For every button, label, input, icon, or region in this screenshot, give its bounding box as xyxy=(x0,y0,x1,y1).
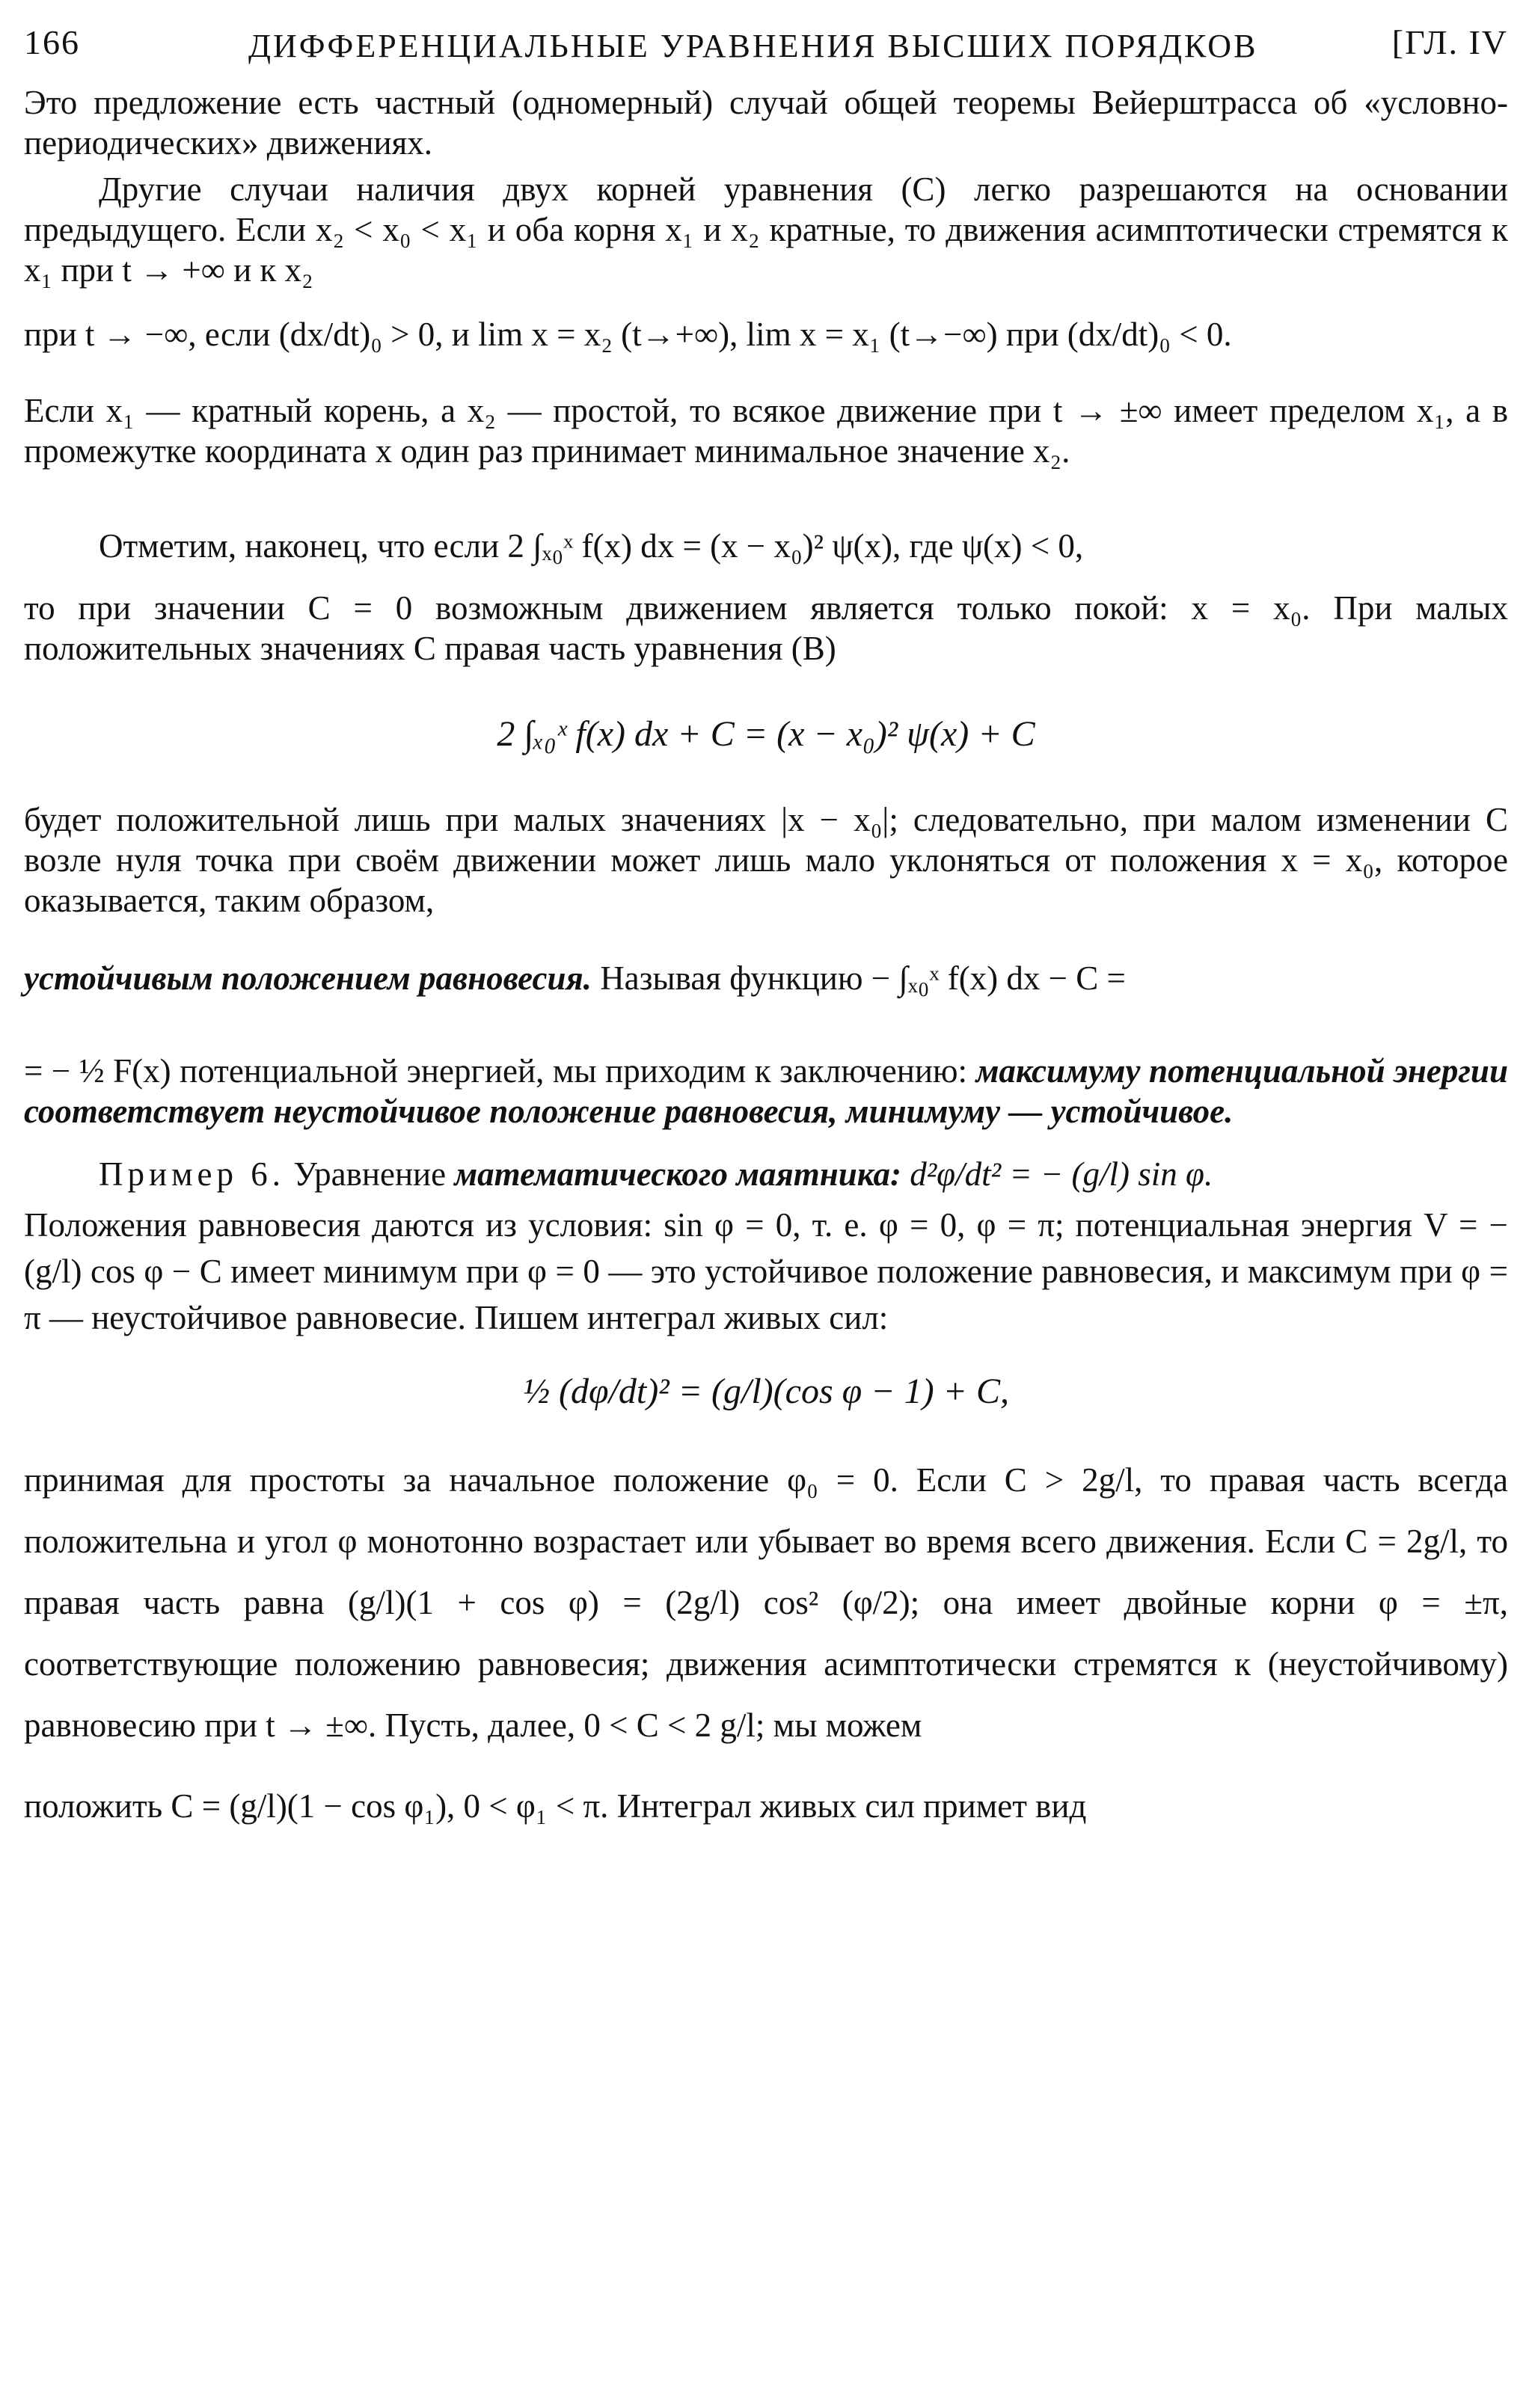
paragraph-2: Другие случаи наличия двух корней уравнения (C) легко разрешаются на основании предыдущего. Если x₂ < x₀ < x₁ и оба корня x₁ и x₂ кратные, то движения асимптотически стремятся к x₁ при t → +∞ и к x₂ xyxy=(24,171,1508,289)
chapter-label: [ГЛ. IV xyxy=(1391,23,1508,61)
paragraph-6 xyxy=(24,958,1508,998)
emphasis-pendulum: математического маятника: xyxy=(454,1155,901,1193)
formula-integral-c: 2 ∫ₓ₀ˣ f(x) dx + C = (x − x₀)² ψ(x) + C xyxy=(497,714,1035,754)
example-text: Уравнение xyxy=(285,1155,455,1193)
emphasis-conclusion: максимуму потенциальной энергии соответствует неустойчивое положение равновесия, минимуму — устойчивое. xyxy=(24,1052,1508,1130)
paragraph-5: будет положительной лишь при малых значениях |x − x₀|; следовательно, при малом изменении C возле нуля точка при своём движении может лишь мало уклоняться от положения x = x₀, которое оказывается, таким образом, xyxy=(24,801,1508,919)
paragraph-7-text: = − ½ F(x) потенциальной энергией, мы приходим к заключению: xyxy=(24,1052,976,1090)
paragraph-9: принимая для простоты за начальное положение φ₀ = 0. Если C > 2g/l, то правая часть всегда положительна и угол φ монотонно возрастает или убывает во время всего движения. Если C = 2g/l, то правая часть равна (g/l)(1 + cos φ) = (2g/l) cos² (φ/2); она имеет двойные корни φ = ±π, соответствующие положению равновесия; движения асимптотически стремятся к (неустойчивому) равновесию при t → ±∞. Пусть, далее, 0 < C < 2 g/l; мы можем xyxy=(24,1461,1508,1744)
paragraph-7 xyxy=(24,1051,1508,1131)
example-6 xyxy=(24,1154,1508,1194)
page-header xyxy=(24,22,1508,75)
example-label: Пример 6. xyxy=(99,1155,286,1193)
paragraph-6-text: Называя функцию − ∫ₓ₀ˣ f(x) dx − C = xyxy=(591,959,1126,997)
paragraph-4-integral: Отметим, наконец, что если 2 ∫ₓ₀ˣ f(x) dx = (x − x₀)² ψ(x), где ψ(x) < 0, xyxy=(99,527,1084,565)
book-page xyxy=(24,22,1508,1826)
paragraph-8: Положения равновесия даются из условия: sin φ = 0, т. е. φ = 0, φ = π; потенциальная энергия V = − (g/l) cos φ − C имеет минимум при φ = 0 — это устойчивое положение равновесия, и максимум при φ = π — неустойчивое равновесие. Пишем интеграл живых сил: xyxy=(24,1206,1508,1336)
example-equation: d²φ/dt² = − (g/l) sin φ. xyxy=(901,1155,1213,1193)
paragraph-1: Это предложение есть частный (одномерный) случай общей теоремы Вейерштрасса об «условно-периодических» движениях. xyxy=(24,84,1508,162)
paragraph-4: то при значении C = 0 возможным движением является только покой: x = x₀. При малых положительных значениях C правая часть уравнения (B) xyxy=(24,589,1508,667)
emphasis-stable-equilibrium: устойчивым положением равновесия. xyxy=(24,959,592,997)
page-number: 166 xyxy=(24,23,80,61)
formula-energy-integral: ½ (dφ/dt)² = (g/l)(cos φ − 1) + C, xyxy=(523,1372,1009,1411)
formula-limits: при t → −∞, если (dx/dt)₀ > 0, и lim x = x₂ (t→+∞), lim x = x₁ (t→−∞) при (dx/dt)₀ < 0. xyxy=(24,316,1232,353)
paragraph-3: Если x₁ — кратный корень, а x₂ — простой, то всякое движение при t → ±∞ имеет пределом x₁, а в промежутке координата x один раз принимает минимальное значение x₂. xyxy=(24,392,1508,470)
running-title: ДИФФЕРЕНЦИАЛЬНЫЕ УРАВНЕНИЯ ВЫСШИХ ПОРЯДКОВ xyxy=(248,28,1258,64)
paragraph-10: положить C = (g/l)(1 − cos φ₁), 0 < φ₁ < π. Интеграл живых сил примет вид xyxy=(24,1787,1087,1825)
